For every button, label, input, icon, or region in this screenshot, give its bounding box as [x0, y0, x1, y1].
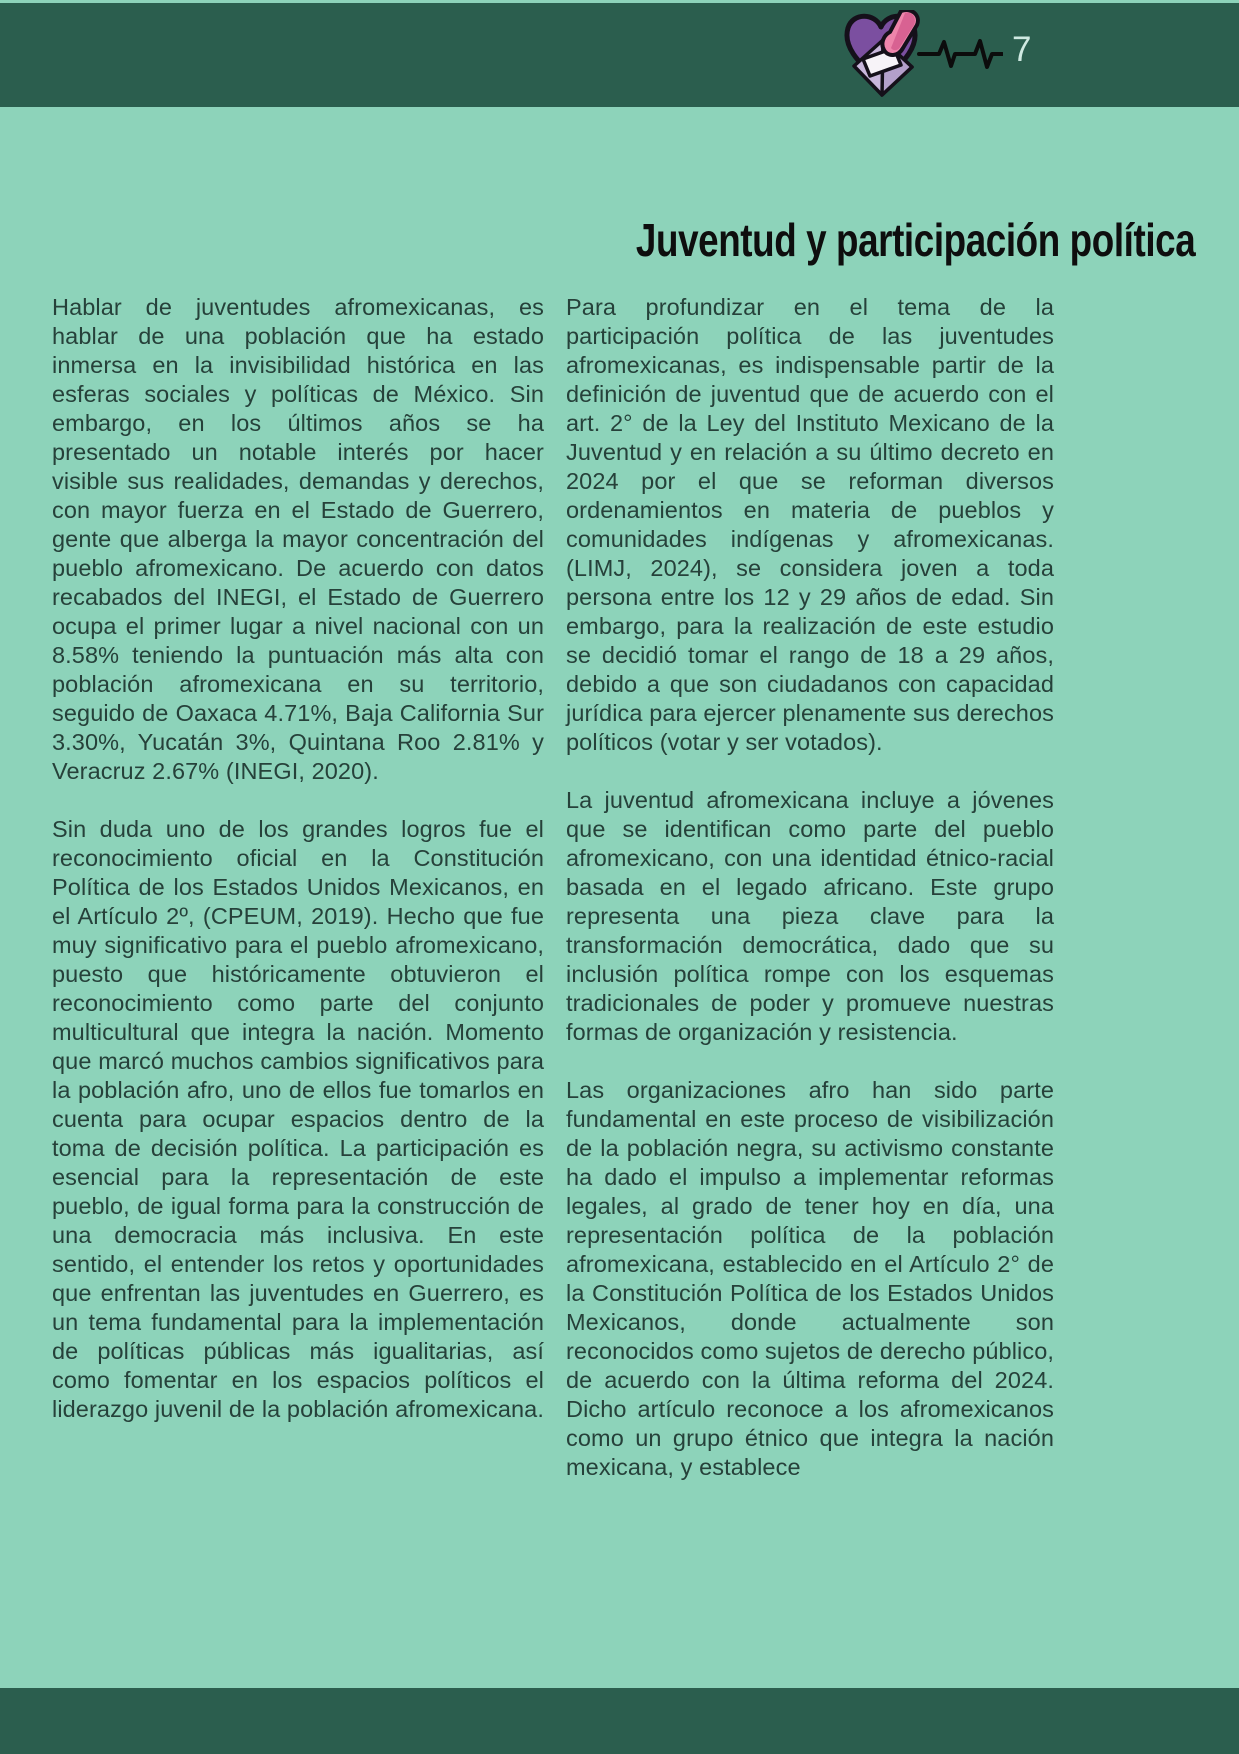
footer-band: [0, 1688, 1239, 1754]
paragraph: La juventud afromexicana incluye a jóvenes que se identifican como parte del pueblo afromexicano, con una identidad étnico-racial basada en el legado africano. Este grupo representa una pieza clave para la transformación democrática, dado que su inclusión política rompe con los esquemas tradicionales de poder y promueve nuestras formas de organización y resistencia.: [566, 787, 1054, 1045]
header-logo-row: [843, 10, 1031, 98]
page-number: 7: [1012, 29, 1032, 69]
article-body: [52, 112, 1196, 1482]
page-title-text: Juventud y participación política: [635, 214, 1196, 266]
heartbeat-line-icon: [919, 41, 1002, 67]
page-title: [566, 214, 1196, 266]
right-column: [566, 112, 1196, 1482]
header-band: [0, 3, 1239, 107]
paragraph: Sin duda uno de los grandes logros fue el reconocimiento oficial en la Constitución Política de los Estados Unidos Mexicanos, en el Artículo 2º, (CPEUM, 2019). Hecho que fue muy significativo para el pueblo afromexicano, puesto que históricamente obtuvieron el reconocimiento como parte del conjunto multicultural que integra la nación. Momento que marcó muchos cambios significativos para la población afro, uno de ellos fue tomarlos en cuenta para ocupar espacios dentro de la toma de decisión política. La participación es esencial para la representación de este pueblo, de igual forma para la construcción de una democracia más inclusiva. En este sentido, el entender los retos y oportunidades que enfrentan las juventudes en Guerrero, es un tema fundamental para la implementación de políticas públicas más igualitarias, así como fomentar en los espacios políticos el liderazgo juvenil de la población afromexicana.: [52, 816, 544, 1422]
paragraph: Para profundizar en el tema de la participación política de las juventudes afromexicanas, es indispensable partir de la definición de juventud que de acuerdo con el art. 2° de la Ley del Instituto Mexicano de la Juventud y en relación a su último decreto en 2024 por el que se reforman diversos ordenamientos en materia de pueblos y comunidades indígenas y afromexicanas.(LIMJ, 2024), se considera joven a toda persona entre los 12 y 29 años de edad. Sin embargo, para la realización de este estudio se decidió tomar el rango de 18 a 29 años, debido a que son ciudadanos con capacidad jurídica para ejercer plenamente sus derechos políticos (votar y ser votados).: [566, 294, 1054, 755]
paragraph: Las organizaciones afro han sido parte fundamental en este proceso de visibilización de la población negra, su activismo constante ha dado el impulso a implementar reformas legales, al grado de tener hoy en día, una representación política de la población afromexicana, establecido en el Artículo 2° de la Constitución Política de los Estados Unidos Mexicanos, donde actualmente son reconocidos como sujetos de derecho público, de acuerdo con la última reforma del 2024. Dicho artículo reconoce a los afromexicanos como un grupo étnico que integra la nación mexicana, y establece: [566, 1077, 1054, 1480]
left-column: [52, 112, 544, 1482]
ballot-heart-logo: [843, 10, 1003, 98]
paragraph: Hablar de juventudes afromexicanas, es hablar de una población que ha estado inmersa en la invisibilidad histórica en las esferas sociales y políticas de México. Sin embargo, en los últimos años se ha presentado un notable interés por hacer visible sus realidades, demandas y derechos, con mayor fuerza en el Estado de Guerrero, gente que alberga la mayor concentración del pueblo afromexicano. De acuerdo con datos recabados del INEGI, el Estado de Guerrero ocupa el primer lugar a nivel nacional con un 8.58% teniendo la puntuación más alta con población afromexicana en su territorio, seguido de Oaxaca 4.71%, Baja California Sur 3.30%, Yucatán 3%, Quintana Roo 2.81% y Veracruz 2.67% (INEGI, 2020).: [52, 294, 544, 784]
